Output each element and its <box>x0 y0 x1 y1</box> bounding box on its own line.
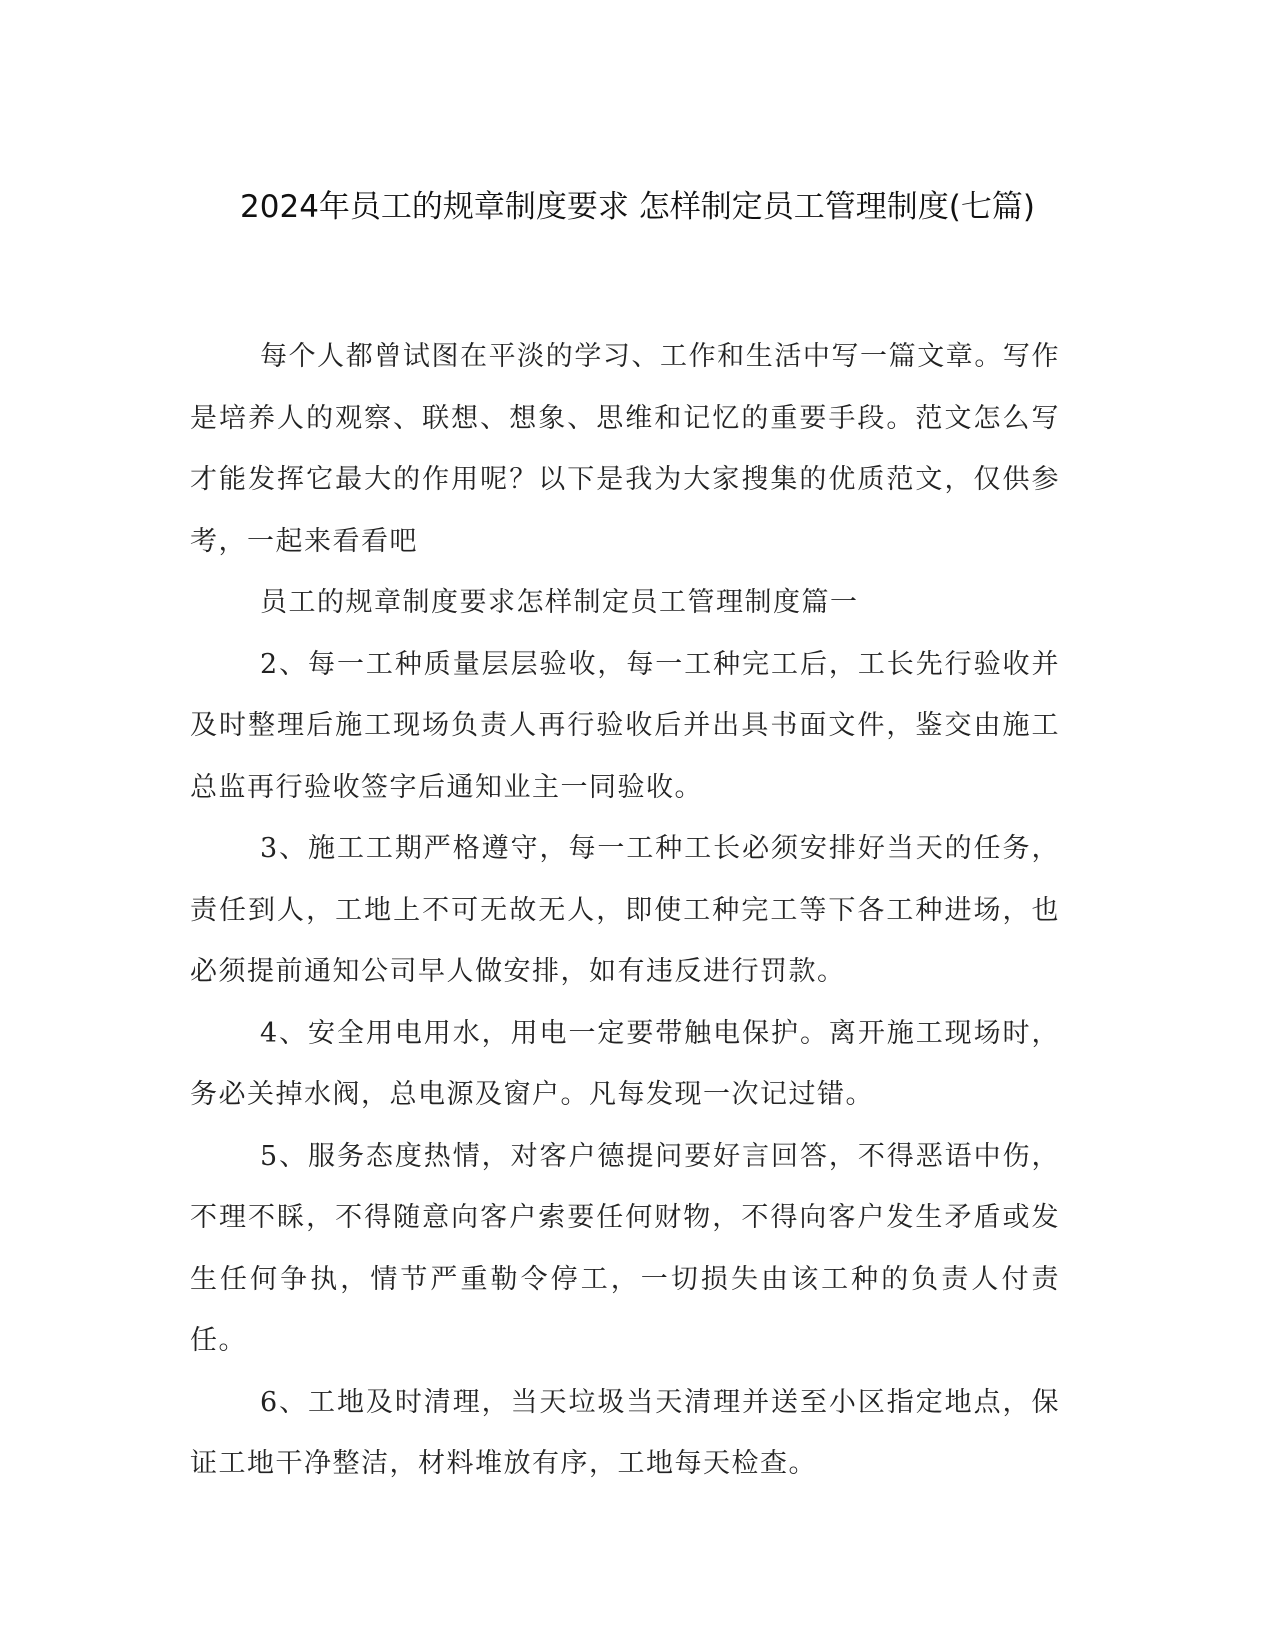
intro-paragraph: 每个人都曾试图在平淡的学习、工作和生活中写一篇文章。写作是培养人的观察、联想、想象、思维和记忆的重要手段。范文怎么写才能发挥它最大的作用呢？以下是我为大家搜集的优质范文，仅供参考，一起来看看吧 <box>190 341 1060 557</box>
rule-item-2: 2、每一工种质量层层验收，每一工种完工后，工长先行验收并及时整理后施工现场负责人再行验收后并出具书面文件，鉴交由施工总监再行验收签字后通知业主一同验收。 <box>190 648 1060 803</box>
document-title: 2024年员工的规章制度要求 怎样制定员工管理制度(七篇) <box>240 189 1035 225</box>
rule-item-4: 4、安全用电用水，用电一定要带触电保护。离开施工现场时，务必关掉水阀，总电源及窗户。凡每发现一次记过错。 <box>190 1017 1060 1110</box>
rule-item-5: 5、服务态度热情，对客户德提问要好言回答，不得恶语中伤，不理不睬，不得随意向客户索要任何财物，不得向客户发生矛盾或发生任何争执，情节严重勒令停工，一切损失由该工种的负责人付责任。 <box>190 1140 1060 1356</box>
section-heading: 员工的规章制度要求怎样制定员工管理制度篇一 <box>260 587 859 618</box>
rule-item-3: 3、施工工期严格遵守，每一工种工长必须安排好当天的任务，责任到人，工地上不可无故无人，即使工种完工等下各工种进场，也必须提前通知公司早人做安排，如有违反进行罚款。 <box>190 833 1060 987</box>
document-body <box>190 326 1060 1495</box>
rule-item-6: 6、工地及时清理，当天垃圾当天清理并送至小区指定地点，保证工地干净整洁，材料堆放有序，工地每天检查。 <box>190 1386 1060 1479</box>
